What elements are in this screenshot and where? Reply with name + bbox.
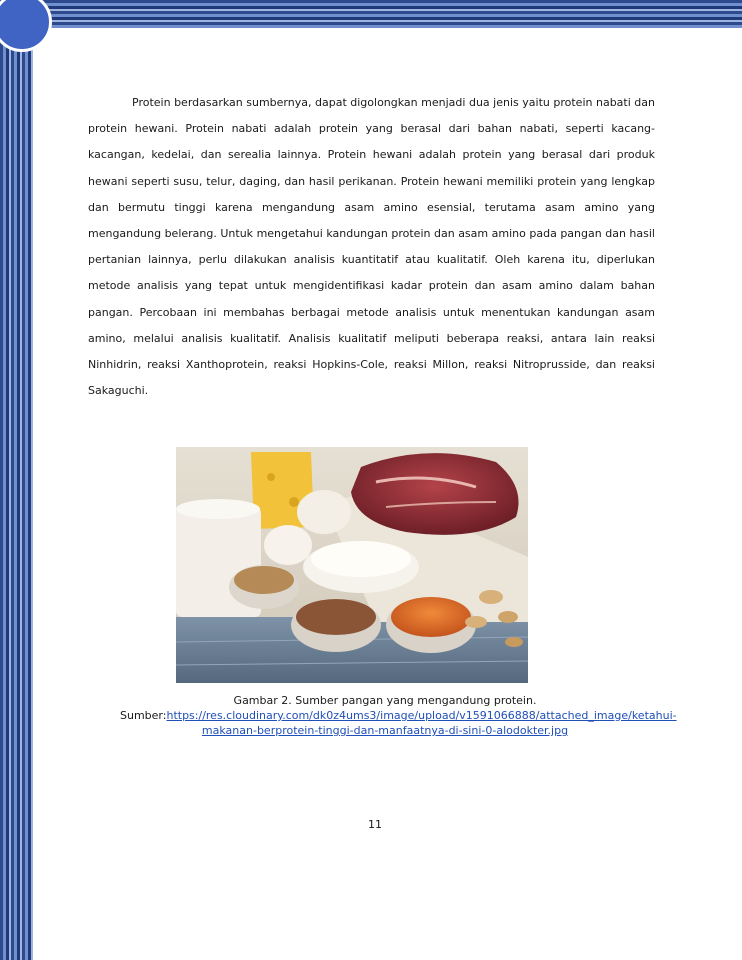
protein-foods-photo	[176, 447, 528, 683]
figure-caption	[120, 693, 677, 738]
left-border-decoration	[0, 0, 33, 960]
page-number: 11	[368, 818, 382, 831]
figure-source-link[interactable]: https://res.cloudinary.com/dk0z4ums3/image/upload/v1591066888/attached_image/ketahui-makanan-berprotein-tinggi-dan-manfaatnya-di-sini-0-alodokter.jpg	[166, 709, 677, 737]
figure-source-label: Sumber:	[120, 709, 167, 722]
body-paragraph: Protein berdasarkan sumbernya, dapat digolongkan menjadi dua jenis yaitu protein nabati dan protein hewani. Protein nabati adalah protein yang berasal dari bahan nabati, seperti kacang-kacangan, kedelai, dan serealia lainnya. Protein hewani adalah protein yang berasal dari produk hewani seperti susu, telur, daging, dan hasil perikanan. Protein hewani memiliki protein yang lengkap dan bermutu tinggi karena mengandung asam amino esensial, terutama asam amino yang mengandung belerang. Untuk mengetahui kandungan protein dan asam amino pada pangan dan hasil pertanian lainnya, perlu dilakukan analisis kuantitatif atau kualitatif. Oleh karena itu, diperlukan metode analisis yang tepat untuk mengidentifikasi kadar protein dan asam amino dalam bahan pangan. Percobaan ini membahas berbagai metode analisis untuk menentukan kandungan asam amino, melalui analisis kualitatif. Analisis kualitatif meliputi beberapa reaksi, antara lain reaksi Ninhidrin, reaksi Xanthoprotein, reaksi Hopkins-Cole, reaksi Millon, reaksi Nitroprusside, dan reaksi Sakaguchi.	[88, 96, 655, 398]
top-border-decoration	[30, 0, 742, 28]
figure-caption-title: Gambar 2. Sumber pangan yang mengandung protein.	[233, 694, 537, 707]
corner-circle-decoration	[0, 0, 52, 52]
